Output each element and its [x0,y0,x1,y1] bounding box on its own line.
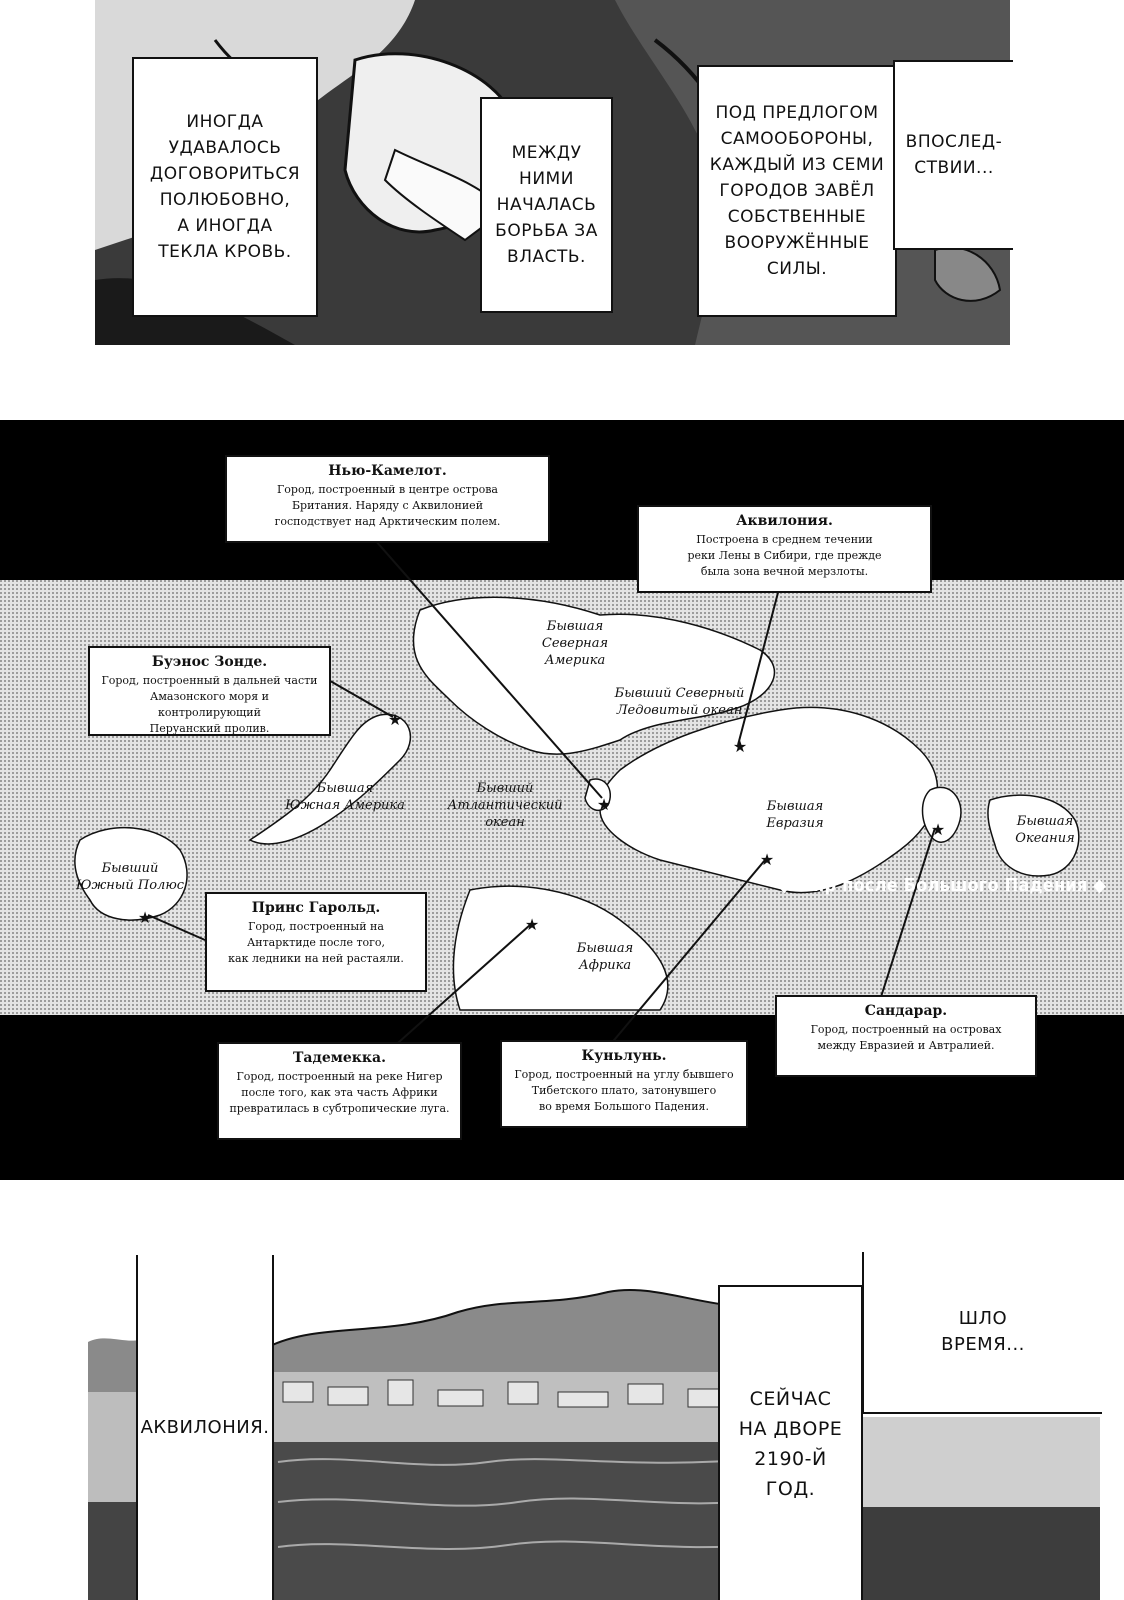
city-kunlun: Куньлунь. Город, построенный на углу бывшего Тибетского плато, затонувшего во время Большого Падения. [500,1040,748,1128]
region-eurasia: Бывшая Евразия [766,799,824,831]
star-prince-harold: ★ [137,908,153,927]
star-sandarar: ★ [930,820,946,839]
city-aquilonia: Аквилония. Построена в среднем течении реки Лены в Сибири, где прежде была зона вечной мерзлоты. [637,505,932,593]
caption-subsequently: ВПОСЛЕД- СТВИИ... [893,60,1013,250]
star-new-camelot: ★ [596,795,612,814]
caption-power-struggle: МЕЖДУ НИМИ НАЧАЛАСЬ БОРЬБА ЗА ВЛАСТЬ. [480,97,613,313]
region-oceania: Бывшая Океания [1015,814,1075,846]
region-south-america: Бывшая Южная Америка [285,781,405,813]
city-sandarar: Сандарар. Город, построенный на островах между Евразией и Автралией. [775,995,1037,1077]
region-atlantic-ocean: Бывший Атлантический океан [447,781,563,830]
city-tademekka: Тадемекка. Город, построенный на реке Нигер после того, как эта часть Африки превратилась в субтропические луга. [217,1042,462,1140]
city-new-camelot: Нью-Камелот. Город, построенный в центре острова Британия. Наряду с Аквилонией господствует над Арктическим полем. [225,455,550,543]
map-panel [0,420,1124,1180]
region-africa: Бывшая Африка [576,941,634,973]
map-title: ◆ Мир после Большого Падения ◆ [778,875,1106,896]
city-prince-harold: Принс Гарольд. Город, построенный на Антарктиде после того, как ледники на ней растаяли. [205,892,427,992]
caption-sometimes-agreed: ИНОГДА УДАВАЛОСЬ ДОГОВОРИТЬСЯ ПОЛЮБОВНО, А ИНОГДА ТЕКЛА КРОВЬ. [132,57,318,317]
region-north-america: Бывшая Северная Америка [541,619,609,668]
region-south-pole: Бывший Южный Полюс [75,861,185,893]
star-kunlun: ★ [759,850,775,869]
caption-time-passed: ШЛО ВРЕМЯ... [862,1252,1102,1414]
city-buenos-zonde: Буэнос Зонде. Город, построенный в дальней части Амазонского моря и контролирующий Перуанский пролив. [88,646,331,736]
region-arctic-ocean: Бывший Северный Ледовитый океан [614,686,745,718]
star-buenos-zonde: ★ [387,710,403,729]
caption-current-year: СЕЙЧАС НА ДВОРЕ 2190-Й ГОД. [718,1285,863,1600]
diamond-right-icon: ◆ [1087,875,1106,896]
star-tademekka: ★ [524,915,540,934]
diamond-left-icon: ◆ [778,875,797,896]
caption-self-defense: ПОД ПРЕДЛОГОМ САМООБОРОНЫ, КАЖДЫЙ ИЗ СЕМИ ГОРОДОВ ЗАВЁЛ СОБСТВЕННЫЕ ВООРУЖЁННЫЕ СИЛЫ. [697,65,897,317]
star-aquilonia: ★ [732,737,748,756]
caption-aquilonia: АКВИЛОНИЯ. [136,1255,274,1600]
